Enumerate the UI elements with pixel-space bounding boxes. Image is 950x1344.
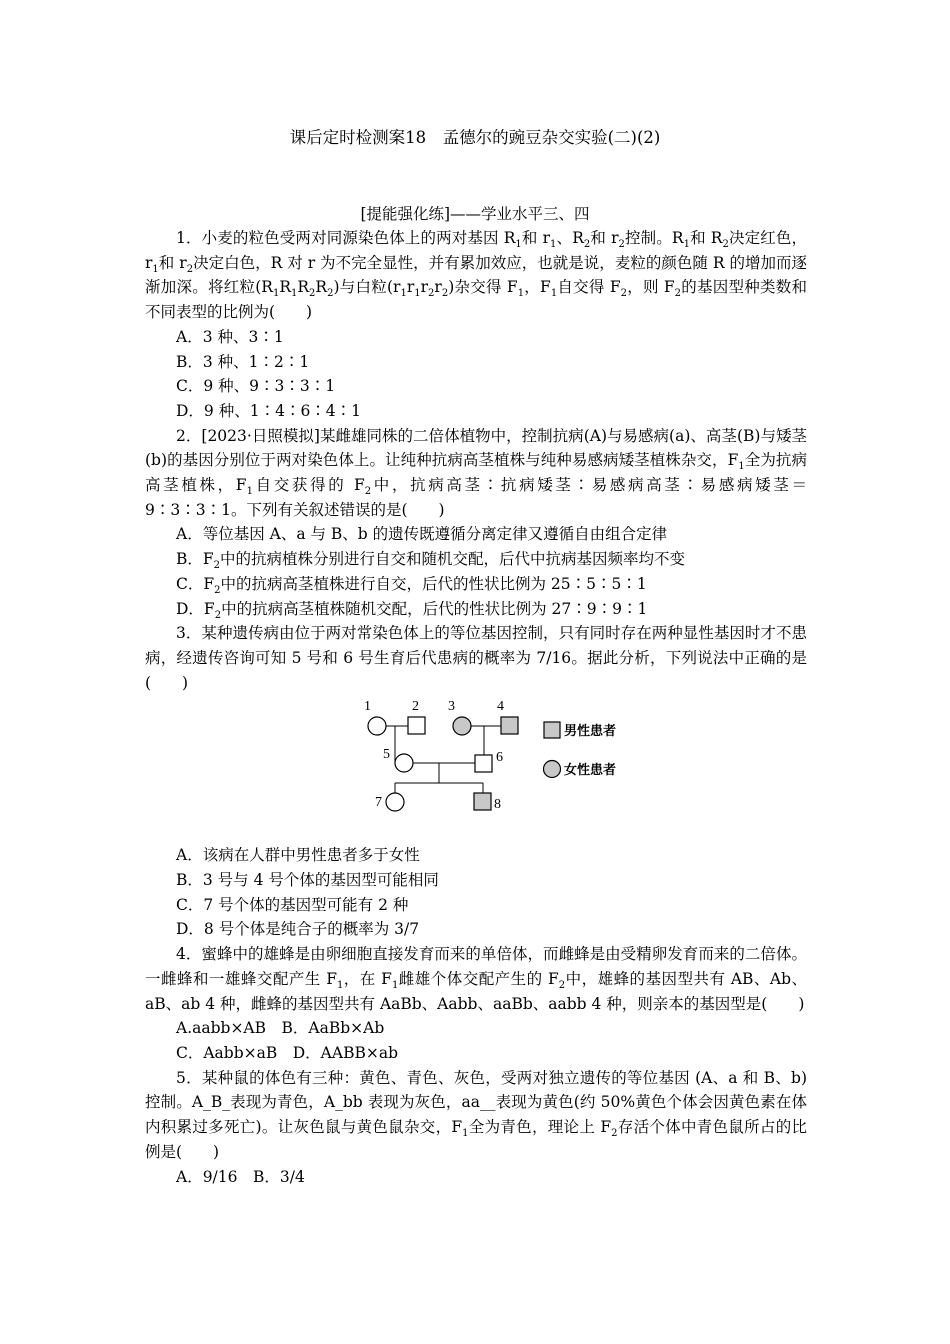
question-3-option-c: C．7 号个体的基因型可能有 2 种 xyxy=(176,895,409,914)
question-2-option-a: A．等位基因 A、a 与 B、b 的遗传既遵循分离定律又遵循自由组合定律 xyxy=(176,525,668,544)
legend-female-label: 女性患者 xyxy=(564,763,617,779)
individual-3 xyxy=(453,717,471,735)
question-3-option-b: B．3 号与 4 号个体的基因型可能相同 xyxy=(176,871,439,890)
question-2-option-d: D．$F_2$中的抗病高茎植株随机交配，后代的性状比例为 27∶9∶9∶1 xyxy=(176,599,648,621)
question-4-options-cd: C．Aabb×aB D．AABB×ab xyxy=(176,1043,399,1062)
label-7: 7 xyxy=(375,795,382,811)
section-heading: [提能强化练]——学业水平三、四 xyxy=(360,205,590,223)
individual-8 xyxy=(474,793,491,810)
individual-6 xyxy=(475,755,492,772)
pedigree-chart xyxy=(352,695,642,825)
individual-1 xyxy=(368,717,386,735)
individual-4 xyxy=(501,717,518,734)
question-4-stem: 4．蜜蜂中的雄蜂是由卵细胞直接发育而来的单倍体，而雌蜂是由受精卵发育而来的二倍体。一雌蜂和一雄蜂交配产生 $F_1$，在 $F_1$雌雄个体交配产生的 $F_2$中，雄蜂的基因型共有 AB、Ab、aB、ab 4 种，雌蜂的基因型共有 AaBb、Aabb、aaBb、aabb 4 种，则亲本的基因型是( ) xyxy=(145,945,807,1013)
label-1: 1 xyxy=(364,699,371,715)
question-2-stem: 2．[2023·日照模拟]某雌雄同株的二倍体植物中，控制抗病(A)与易感病(a)、高茎(B)与矮茎(b)的基因分别位于两对染色体上。让纯种抗病高茎植株与纯种易感病矮茎植株杂交，$F_1$全为抗病高茎植株，$F_1$自交获得的 $F_2$中，抗病高茎∶抗病矮茎∶易感病高茎∶易感病矮茎＝9∶3∶3∶1。下列有关叙述错误的是( ) xyxy=(145,426,807,519)
label-8: 8 xyxy=(494,797,501,813)
question-3-stem: 3．某种遗传病由位于两对常染色体上的等位基因控制，只有同时存在两种显性基因时才不患病，经遗传咨询可知 5 号和 6 号生育后代患病的概率为 7/16。据此分析，下列说法中正确的是( ) xyxy=(145,624,807,692)
question-5-options-ab: A．9/16 B．3/4 xyxy=(176,1167,305,1186)
question-2-option-c: C．$F_2$中的抗病高茎植株进行自交，后代的性状比例为 25∶5∶5∶1 xyxy=(176,574,647,596)
label-6: 6 xyxy=(496,750,503,766)
individual-5 xyxy=(395,754,413,772)
question-3-option-d: D．8 号个体是纯合子的概率为 3/7 xyxy=(176,920,420,939)
label-4: 4 xyxy=(497,699,504,715)
individual-7 xyxy=(386,793,404,811)
legend-male-label: 男性患者 xyxy=(564,724,617,740)
page-title: 课后定时检测案18 孟德尔的豌豆杂交实验(二)(2) xyxy=(289,128,661,147)
question-1-option-b: B．3 种、1∶2∶1 xyxy=(176,352,310,371)
question-1-option-c: C．9 种、9∶3∶3∶1 xyxy=(176,377,336,396)
question-5-stem: 5．某种鼠的体色有三种：黄色、青色、灰色，受两对独立遗传的等位基因 (A、a 和 B、b)控制。A_B_表现为青色，A_bb 表现为灰色，aa__表现为黄色(约 50%黄色个体会因黄色素在体内积累过多死亡)。让灰色鼠与黄色鼠杂交，$F_1$全为青色，理论上 $F_2$存活个体中青色鼠所占的比例是( ) xyxy=(145,1068,807,1161)
legend-female-symbol xyxy=(544,761,561,778)
label-2: 2 xyxy=(412,699,419,715)
content xyxy=(145,226,807,1189)
pedigree-figure xyxy=(145,695,807,843)
label-3: 3 xyxy=(448,699,455,715)
question-4-options-ab: A.aabb×AB B．AaBb×Ab xyxy=(176,1019,385,1038)
question-3-option-a: A．该病在人群中男性患者多于女性 xyxy=(176,846,420,865)
individual-2 xyxy=(408,717,425,734)
question-1-option-d: D．9 种、1∶4∶6∶4∶1 xyxy=(176,401,362,420)
legend-male-symbol xyxy=(544,722,560,738)
question-2-option-b: B．$F_2$中的抗病植株分别进行自交和随机交配，后代中抗病基因频率均不变 xyxy=(176,550,686,572)
question-1-option-a: A．3 种、3∶1 xyxy=(176,327,284,346)
label-5: 5 xyxy=(383,747,390,763)
question-1-stem: 1．小麦的粒色受两对同源染色体上的两对基因 $R_1$和 $r_1$、$R_2$和 $r_2$控制。$R_1$和 $R_2$决定红色，$r_1$和 $r_2$决定白色，R 对 r 为不完全显性，并有累加效应，也就是说，麦粒的颜色随 R 的增加而逐渐加深。将红粒$(R_1R_1R_2R_2)$与白粒$(r_1r_1r_2r_2)$杂交得 $F_1$，$F_1$自交得 $F_2$，则 $F_2$的基因型种类数和不同表型的比例为( ) xyxy=(145,229,808,322)
